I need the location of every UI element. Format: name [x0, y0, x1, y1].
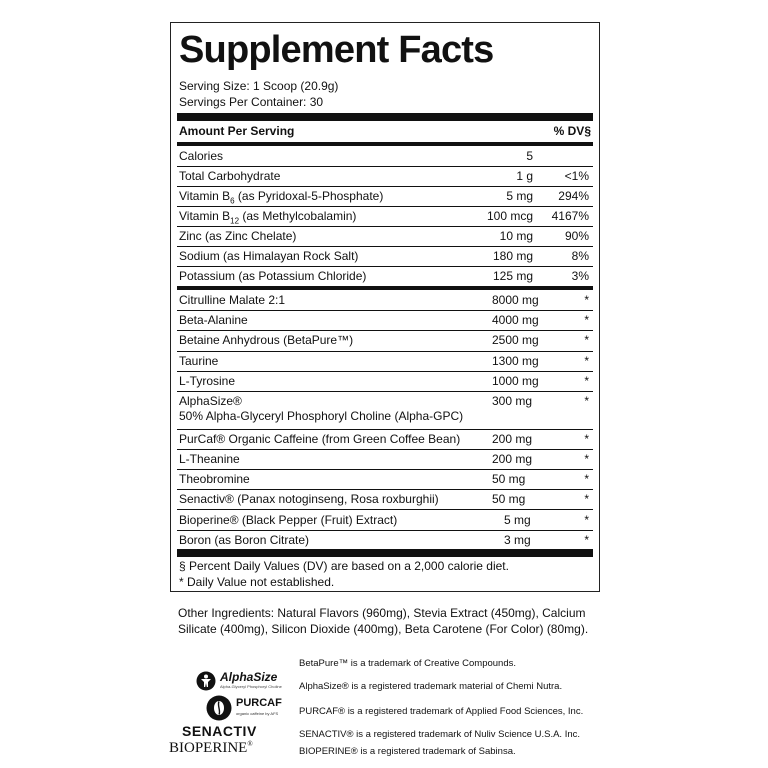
panel-title: Supplement Facts	[179, 29, 494, 71]
row-divider	[177, 489, 593, 490]
dv-header-label: % DV§	[553, 124, 591, 138]
supplement-facts-panel: Supplement Facts Serving Size: 1 Scoop (20.9g) Servings Per Container: 30 Amount Per Serving % DV§ Calories 5 Total Carbohydrate 1 g <1% Vitamin $B_6$ (as Pyridoxal-5-Phosphate) 5 mg 294% Vitamin $B_{12}$ (as Methylcobalamin) 100 mcg 4167% Zinc (as Zinc Chelate) 10 mg 90% Sodium (as Himalayan Rock Salt) 180 mg 8% Potassium (as Potassium Chloride) 125 mg 3% Citrulline Malate 2:1 8000 mg * Beta-Alanine 4000 mg * Betaine Anhydrous (BetaPure™) 2500 mg * Taurine 1300 mg * L-Tyrosine 1000 mg * AlphaSize® 50% Alpha-Glyceryl Phosphoryl Choline (Alpha-GPC) 300 mg * PurCaf® Organic Caffeine (from Green Coffee Bean) 200 mg * L-Theanine 200 mg * Theobromine 50 mg * Senactiv® (Panax notoginseng, Rosa roxburghii) 50 mg * Bioperine® (Black Pepper (Fruit) Extract) 5 mg * Boron (as Boron Citrate) 3 mg * § Percent Daily Values (DV) are based on a 2,000 calorie diet. * Daily Value not established.	[170, 22, 600, 592]
amount-header	[179, 124, 591, 140]
row-divider	[177, 266, 593, 267]
row-divider	[177, 449, 593, 450]
row-divider	[177, 391, 593, 392]
row-divider	[177, 310, 593, 311]
star-footnote: * Daily Value not established.	[179, 575, 335, 589]
divider-thick	[177, 113, 593, 121]
row-divider	[177, 351, 593, 352]
divider-medium	[177, 142, 593, 146]
other-ingredients: Other Ingredients: Natural Flavors (960mg), Stevia Extract (450mg), Calcium Silicate (400mg), Silicon Dioxide (400mg), Beta Carotene (For Color) (80mg).	[178, 606, 589, 636]
row-divider	[177, 186, 593, 187]
senactiv-logo: SENACTIV	[182, 723, 257, 739]
servings-per-container: Servings Per Container: 30	[179, 95, 324, 109]
dv-footnote: § Percent Daily Values (DV) are based on a 2,000 calorie diet.	[179, 559, 509, 573]
row-divider	[177, 166, 593, 167]
coffee-bean-icon	[206, 695, 232, 721]
trademark-senactiv: SENACTIV® is a registered trademark of Nuliv Science U.S.A. Inc.	[299, 729, 581, 740]
trademark-alphasize: AlphaSize® is a registered trademark material of Chemi Nutra.	[299, 681, 563, 692]
row-divider	[177, 226, 593, 227]
serving-size: Serving Size: 1 Scoop (20.9g)	[179, 79, 339, 93]
ingredient-row: AlphaSize® 50% Alpha-Glyceryl Phosphoryl Choline (Alpha-GPC) 300 mg *	[179, 394, 589, 423]
row-divider	[177, 206, 593, 207]
row-divider	[177, 509, 593, 510]
trademark-betapure: BetaPure™ is a trademark of Creative Compounds.	[299, 658, 517, 669]
alphasize-logo: AlphaSize Alpha-Glyceryl Phosphoryl Choline	[196, 671, 216, 696]
trademark-purcaf: PURCAF® is a registered trademark of Applied Food Sciences, Inc.	[299, 706, 584, 717]
divider-medium	[177, 286, 593, 290]
row-divider	[177, 429, 593, 430]
row-divider	[177, 530, 593, 531]
alphasize-figure-icon	[196, 671, 216, 691]
trademark-bioperine: BIOPERINE® is a registered trademark of Sabinsa.	[299, 746, 516, 757]
bioperine-logo: BIOPERINE®	[169, 740, 253, 756]
row-divider	[177, 330, 593, 331]
row-divider	[177, 371, 593, 372]
divider-thick	[177, 549, 593, 557]
row-divider	[177, 246, 593, 247]
row-divider	[177, 469, 593, 470]
purcaf-logo: PURCAF organic caffeine by AFS	[206, 695, 232, 726]
amount-per-serving-label: Amount Per Serving	[179, 124, 295, 138]
